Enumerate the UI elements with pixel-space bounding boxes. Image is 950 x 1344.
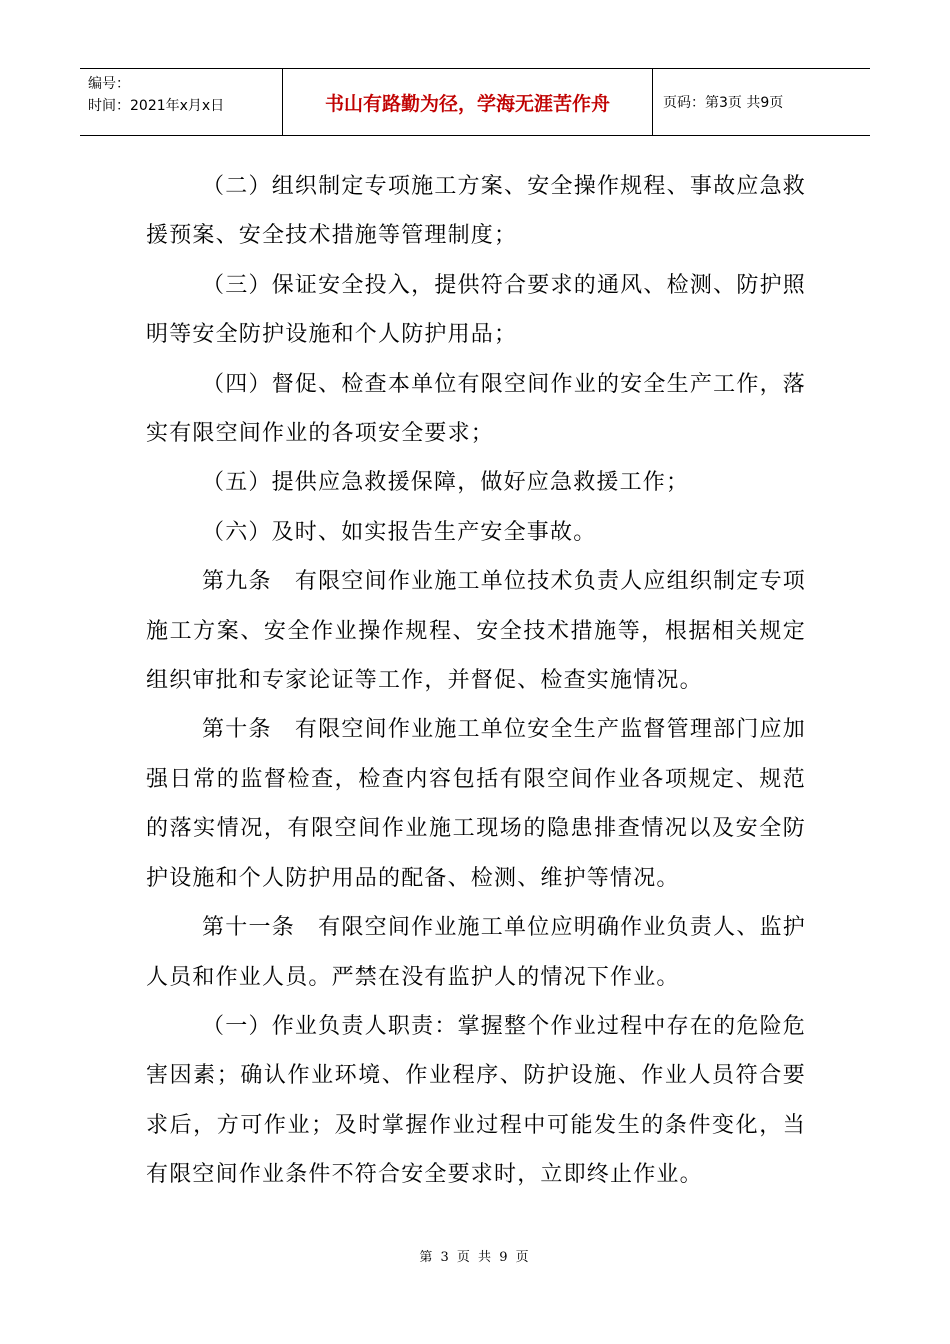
header-meta-cell [80,69,283,135]
page-footer: 第 3 页 共 9 页 [419,1250,531,1265]
paragraph: 第十一条 有限空间作业施工单位应明确作业负责人、监护人员和作业人员。严禁在没有监护人的情况下作业。 [146,915,806,990]
paragraph: （二）组织制定专项施工方案、安全操作规程、事故应急救援预案、安全技术措施等管理制度； [146,174,806,249]
paragraph: 第十条 有限空间作业施工单位安全生产监督管理部门应加强日常的监督检查，检查内容包括有限空间作业各项规定、规范的落实情况，有限空间作业施工现场的隐患排查情况以及安全防护设施和个人防护用品的配备、检测、维护等情况。 [146,717,806,891]
header-motto: 书山有路勤为径，学海无涯苦作舟 [283,69,653,135]
document-body [146,162,806,1200]
document-date-label: 时间：2021年x月x日 [88,98,225,114]
page-header [80,68,870,136]
paragraph: 第九条 有限空间作业施工单位技术负责人应组织制定专项施工方案、安全作业操作规程、安全技术措施等，根据相关规定组织审批和专家论证等工作，并督促、检查实施情况。 [146,569,806,694]
paragraph: （五）提供应急救援保障，做好应急救援工作； [202,470,690,496]
paragraph: （三）保证安全投入，提供符合要求的通风、检测、防护照明等安全防护设施和个人防护用品； [146,272,806,348]
paragraph: （四）督促、检查本单位有限空间作业的安全生产工作，落实有限空间作业的各项安全要求； [146,371,806,447]
document-number-label: 编号： [88,76,130,92]
paragraph: （六）及时、如实报告生产安全事故。 [202,519,597,545]
paragraph: （一）作业负责人职责：掌握整个作业过程中存在的危险危害因素；确认作业环境、作业程序、防护设施、作业人员符合要求后，方可作业；及时掌握作业过程中可能发生的条件变化，当有限空间作业条件不符合安全要求时，立即终止作业。 [146,1013,806,1188]
header-page-info: 页码：第3页 共9页 [663,95,784,111]
